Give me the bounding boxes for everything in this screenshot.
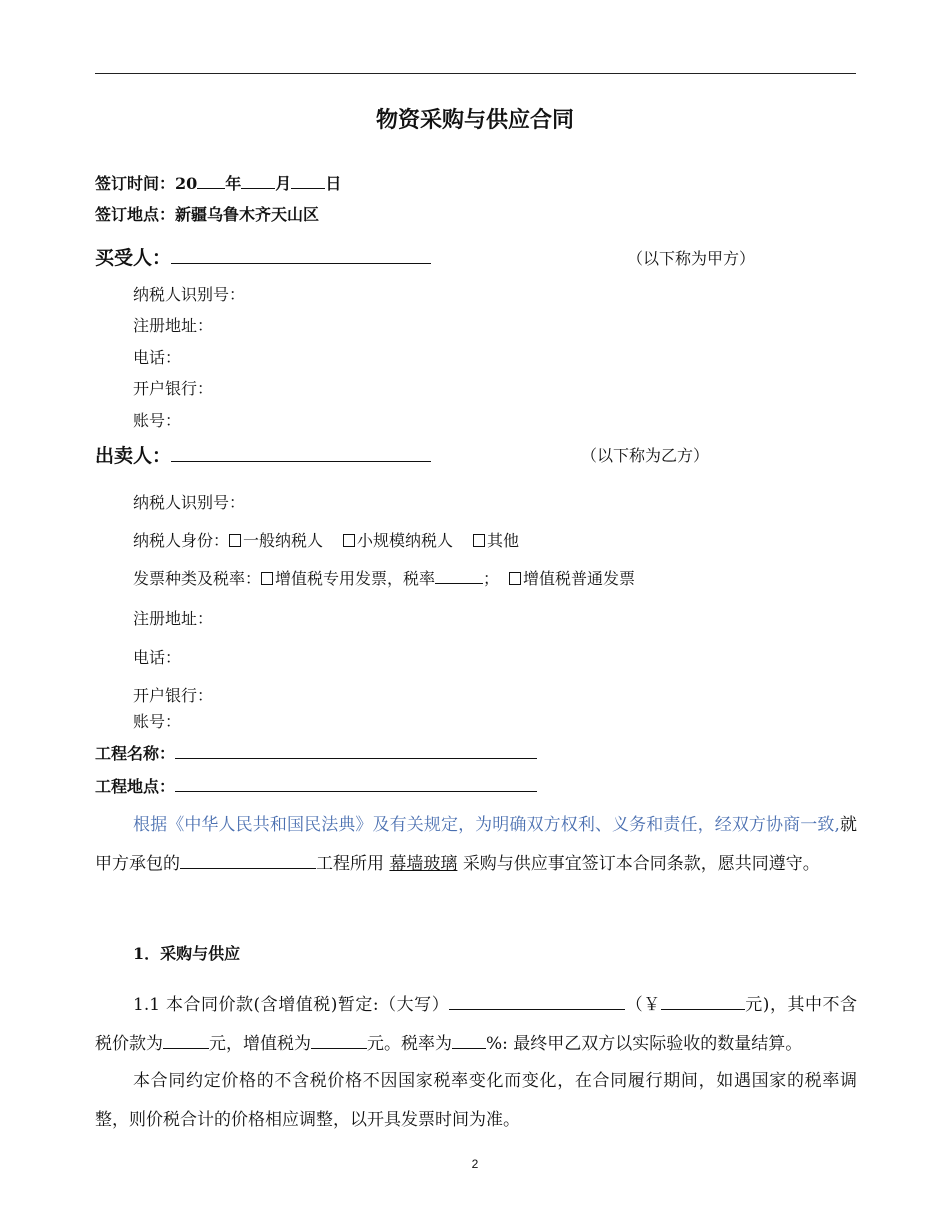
header-rule <box>95 73 856 74</box>
sign-date-label: 签订时间： <box>95 174 176 193</box>
tax-rate-blank[interactable] <box>435 568 483 584</box>
clause-1-1-e: 元。税率为 <box>367 1034 452 1054</box>
preamble-part3: 采购与供应事宜签订本合同条款，愿共同遵守。 <box>462 854 820 874</box>
buyer-taxid: 纳税人识别号： <box>133 285 246 304</box>
sign-place-line <box>95 202 319 225</box>
identity-label: 纳税人身份： <box>133 531 230 550</box>
seller-line <box>95 441 431 468</box>
invoice-sep: ； <box>483 569 500 588</box>
clause-1-1-para2: 本合同约定价格的不含税价格不因国家税率变化而变化，在合同履行期间，如遇国家的税率调整，则价税合计的价格相应调整，以开具发票时间为准。 <box>95 1071 857 1130</box>
seller-phone: 电话： <box>133 648 182 667</box>
seller-taxid: 纳税人识别号： <box>133 493 246 512</box>
material-name: 幕墙玻璃 <box>389 854 458 874</box>
clause-1-1-f: %: 最终甲乙双方以实际验收的数量结算。 <box>486 1034 803 1054</box>
page-title: 物资采购与供应合同 <box>375 107 574 133</box>
buyer-bank: 开户银行： <box>133 379 214 398</box>
invoice-normal-checkbox[interactable] <box>509 572 521 585</box>
sign-place-label: 签订地点： <box>95 205 176 224</box>
project-name-blank[interactable] <box>175 743 537 759</box>
amount-number-blank[interactable] <box>661 994 745 1010</box>
identity-small-checkbox[interactable] <box>343 534 355 547</box>
section1-heading-text: 1．采购与供应 <box>133 944 241 963</box>
identity-other-checkbox[interactable] <box>473 534 485 547</box>
month-blank[interactable] <box>241 173 275 189</box>
sign-date-line <box>95 171 341 194</box>
seller-name-blank[interactable] <box>171 444 431 462</box>
invoice-special-checkbox[interactable] <box>261 572 273 585</box>
project-place-label: 工程地点： <box>95 777 176 796</box>
seller-note: （以下称为乙方） <box>581 446 710 465</box>
day-blank[interactable] <box>291 173 325 189</box>
buyer-name-blank[interactable] <box>171 246 431 264</box>
buyer-line <box>95 243 431 270</box>
clause-1-1-d: 元，增值税为 <box>209 1034 311 1054</box>
buyer-account: 账号： <box>133 411 182 430</box>
clause-1-1-a: 1.1 本合同价款(含增值税)暂定:（大写） <box>133 995 450 1015</box>
seller-label: 出卖人： <box>95 445 172 467</box>
page-number: 2 <box>471 1157 479 1171</box>
preamble-part2: 工程所用 <box>316 854 384 874</box>
clause-1-1 <box>95 986 857 1064</box>
identity-other-label: 其他 <box>487 531 520 550</box>
seller-identity-line <box>133 528 519 551</box>
seller-address: 注册地址： <box>133 609 214 628</box>
seller-account: 账号： <box>133 712 182 731</box>
section1-heading <box>133 941 240 964</box>
project-name-label: 工程名称： <box>95 744 176 763</box>
identity-small-label: 小规模纳税人 <box>357 531 454 550</box>
invoice-special-label: 增值税专用发票，税率 <box>275 569 436 588</box>
contract-project-blank[interactable] <box>180 853 316 869</box>
invoice-label: 发票种类及税率： <box>133 569 262 588</box>
buyer-label: 买受人： <box>95 247 172 269</box>
pretax-amount-blank[interactable] <box>163 1033 209 1049</box>
vat-amount-blank[interactable] <box>311 1033 367 1049</box>
year-label: 年 <box>225 174 242 193</box>
buyer-note: （以下称为甲方） <box>627 249 756 268</box>
day-label: 日 <box>325 174 342 193</box>
seller-bank: 开户银行： <box>133 686 214 705</box>
clause-1-1-c: 元)，其中不含税价款为 <box>95 995 857 1054</box>
buyer-address: 注册地址： <box>133 316 214 335</box>
amount-words-blank[interactable] <box>449 994 625 1010</box>
invoice-normal-label: 增值税普通发票 <box>523 569 636 588</box>
tax-rate-percent-blank[interactable] <box>452 1033 486 1049</box>
buyer-phone: 电话： <box>133 348 182 367</box>
sign-date-prefix: 20 <box>175 174 198 193</box>
preamble-part1: 就甲方承包的 <box>95 815 857 874</box>
identity-general-checkbox[interactable] <box>229 534 241 547</box>
project-place-line <box>95 774 537 797</box>
identity-general-label: 一般纳税人 <box>243 531 324 550</box>
clause-1-1-b: （￥ <box>625 995 661 1015</box>
sign-place-value: 新疆乌鲁木齐天山区 <box>175 205 320 224</box>
preamble-legal-basis: 根据《中华人民共和国民法典》及有关规定，为明确双方权利、义务和责任，经双方协商一致, <box>133 815 840 835</box>
project-place-blank[interactable] <box>175 776 537 792</box>
month-label: 月 <box>275 174 292 193</box>
seller-invoice-line <box>133 566 635 589</box>
project-name-line <box>95 741 537 764</box>
year-blank[interactable] <box>197 173 225 189</box>
preamble-paragraph <box>95 806 857 884</box>
